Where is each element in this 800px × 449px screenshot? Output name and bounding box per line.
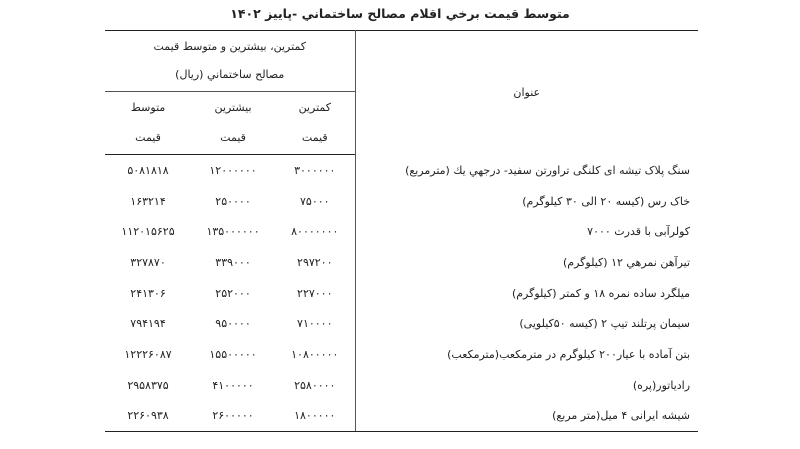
table-row bbox=[105, 339, 698, 370]
avg-price: ۱۲۲۲۶۰۸۷ bbox=[124, 347, 172, 361]
min-price: ۲۲۷۰۰۰ bbox=[297, 286, 333, 300]
table-row bbox=[105, 216, 698, 247]
max-price: ۳۳۹۰۰۰ bbox=[215, 255, 251, 269]
avg-price: ۲۲۶۰۹۳۸ bbox=[105, 401, 191, 432]
avg-price: ۲۴۱۳۰۶ bbox=[130, 286, 166, 300]
price-group-header-line1: کمترین، بیشترین و متوسط قیمت bbox=[153, 40, 307, 53]
min-price-header bbox=[275, 92, 355, 155]
min-price: ۱۰۸۰۰۰۰۰ bbox=[291, 347, 339, 361]
max-price: ۹۵۰۰۰۰ bbox=[215, 317, 251, 331]
table-row bbox=[105, 278, 698, 309]
max-price: ۱۳۵۰۰۰۰۰۰ bbox=[206, 225, 260, 239]
table-row bbox=[105, 155, 698, 186]
max-price: ۲۵۲۰۰۰ bbox=[215, 286, 251, 300]
item-name: سیمان پرتلند تیپ ۲ (کیسه ۵۰کیلویی) bbox=[355, 308, 698, 339]
avg-price: ۱۶۳۲۱۴ bbox=[130, 194, 166, 208]
price-table bbox=[105, 30, 698, 432]
item-name: بتن آماده با عیار۲۰۰ کیلوگرم در مترمکعب(مترمکعب) bbox=[355, 339, 698, 370]
table-row bbox=[105, 186, 698, 217]
table-row bbox=[105, 370, 698, 401]
avg-price: ۳۲۷۸۷۰ bbox=[130, 255, 166, 269]
item-column-header-label: عنوان bbox=[513, 86, 541, 100]
max-price: ۲۶۰۰۰۰۰ bbox=[191, 401, 275, 432]
item-name: رادیاتور(پره) bbox=[355, 370, 698, 401]
avg-price: ۱۱۲۰۱۵۶۲۵ bbox=[121, 225, 175, 239]
price-group-header bbox=[105, 31, 355, 92]
min-price: ۸۰۰۰۰۰۰۰ bbox=[291, 225, 339, 239]
table-row bbox=[105, 247, 698, 278]
max-price-header-line2: قيمت bbox=[220, 131, 246, 144]
item-name: میلگرد ساده نمره ۱۸ و کمتر (کیلوگرم) bbox=[355, 278, 698, 309]
avg-price: ۲۹۵۸۳۷۵ bbox=[127, 378, 169, 392]
avg-price-header bbox=[105, 92, 191, 155]
min-price: ۲۵۸۰۰۰۰ bbox=[294, 378, 336, 392]
item-name: سنگ پلاک تیشه ای کلنگی تراورتن سفید- درجهي يك (مترمربع) bbox=[355, 155, 698, 186]
max-price-header-line1: بيشترين bbox=[214, 101, 252, 114]
min-price: ۷۱۰۰۰۰ bbox=[297, 317, 333, 331]
avg-price: ۵۰۸۱۸۱۸ bbox=[127, 163, 169, 177]
table-row bbox=[105, 308, 698, 339]
max-price: ۱۵۵۰۰۰۰۰ bbox=[209, 347, 257, 361]
min-price-header-line1: کمترين bbox=[298, 101, 331, 114]
min-price: ۱۸۰۰۰۰۰ bbox=[275, 401, 355, 432]
min-price-header-line2: قيمت bbox=[301, 131, 328, 144]
min-price: ۲۹۷۲۰۰ bbox=[297, 255, 333, 269]
table-title: متوسط قيمت برخي اقلام مصالح ساختماني -پاييز ۱۴۰۲ bbox=[230, 6, 570, 21]
item-name: خاک رس (کیسه ۲۰ الی ۳۰ کیلوگرم) bbox=[355, 186, 698, 217]
avg-price: ۷۹۴۱۹۴ bbox=[130, 317, 166, 331]
max-price: ۱۲۰۰۰۰۰۰ bbox=[209, 163, 257, 177]
price-group-header-line2: مصالح ساختماني (ريال) bbox=[175, 68, 285, 81]
max-price: ۴۱۰۰۰۰۰ bbox=[212, 378, 254, 392]
item-name: کولرآبی با قدرت ۷۰۰۰ bbox=[355, 216, 698, 247]
avg-price-header-line1: متوسط bbox=[130, 101, 166, 114]
max-price: ۲۵۰۰۰۰ bbox=[215, 194, 251, 208]
table-row bbox=[105, 401, 698, 432]
item-name: تيرآهن نمرهي ۱۲ (کیلوگرم) bbox=[355, 247, 698, 278]
min-price: ۳۰۰۰۰۰۰ bbox=[294, 163, 336, 177]
item-column-header bbox=[355, 31, 698, 155]
max-price-header bbox=[191, 92, 275, 155]
min-price: ۷۵۰۰۰ bbox=[300, 194, 330, 208]
avg-price-header-line2: قيمت bbox=[135, 131, 161, 144]
item-name: شیشه ایرانی ۴ میل(متر مربع) bbox=[355, 401, 698, 432]
